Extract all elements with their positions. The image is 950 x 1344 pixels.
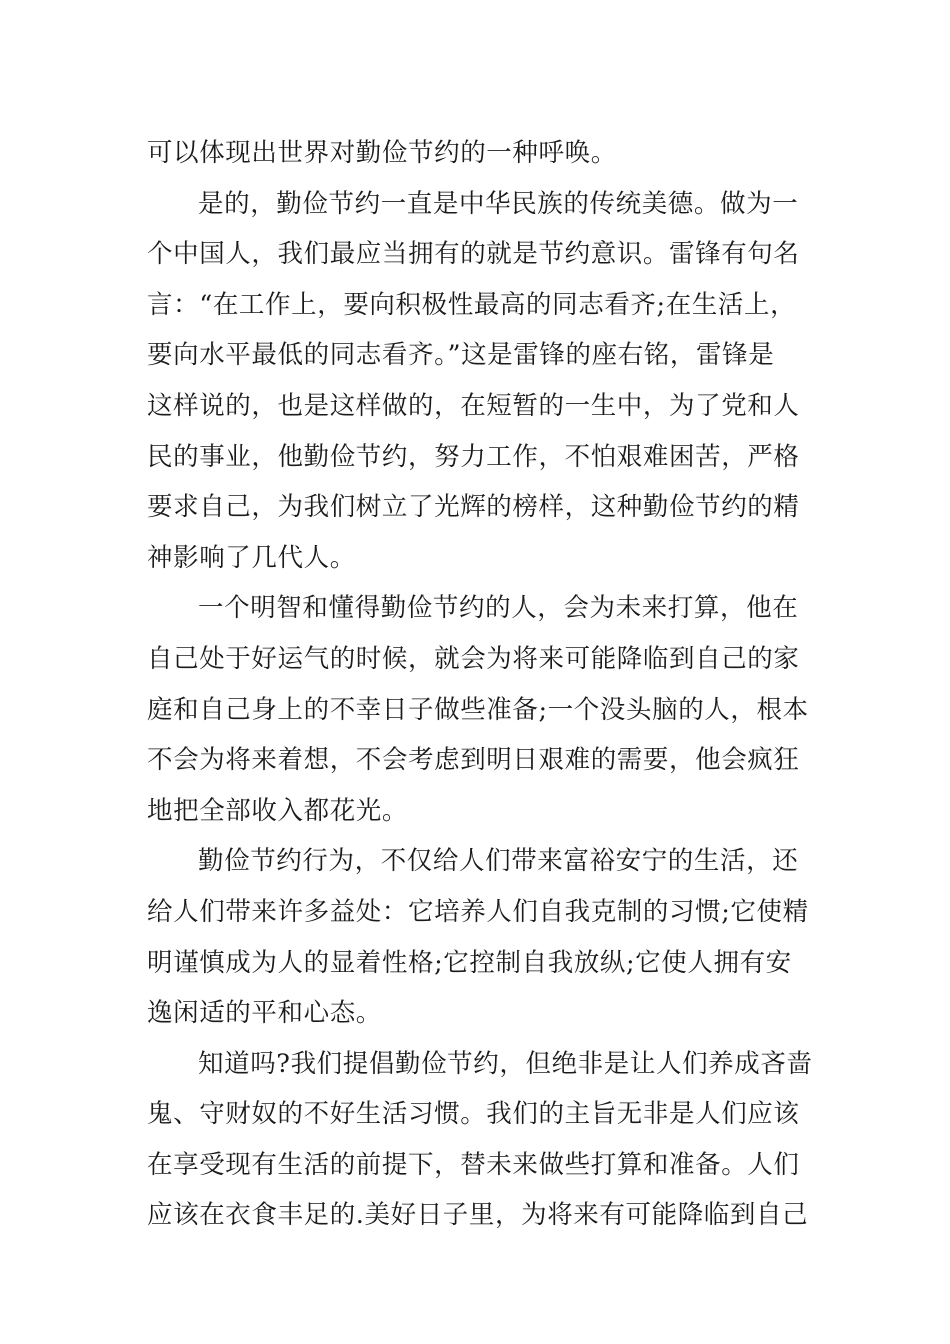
text-line: 给人们带来许多益处：它培养人们自我克制的习惯;它使精	[147, 896, 809, 927]
text-line: 神影响了几代人。	[147, 542, 356, 573]
text-line: 逸闲适的平和心态。	[147, 998, 382, 1029]
text-line: 是的，勤俭节约一直是中华民族的传统美德。做为一	[198, 188, 799, 219]
text-line: 应该在衣食丰足的.美好日子里，为将来有可能降临到自己	[147, 1200, 809, 1231]
text-line: 言：“在工作上，要向积极性最高的同志看齐;在生活上，	[147, 289, 797, 320]
text-line: 要向水平最低的同志看齐。”这是雷锋的座右铭，雷锋是	[147, 340, 775, 371]
text-line: 民的事业，他勤俭节约，努力工作，不怕艰难困苦，严格	[147, 441, 800, 472]
text-line: 可以体现出世界对勤俭节约的一种呼唤。	[147, 138, 617, 168]
text-line: 不会为将来着想，不会考虑到明日艰难的需要，他会疯狂	[147, 745, 800, 776]
document-body-text	[147, 128, 813, 1241]
text-line: 个中国人，我们最应当拥有的就是节约意识。雷锋有句名	[147, 239, 800, 270]
text-line: 勤俭节约行为，不仅给人们带来富裕安宁的生活，还	[198, 846, 799, 877]
text-line: 鬼、守财奴的不好生活习惯。我们的主旨无非是人们应该	[147, 1099, 800, 1130]
text-line: 这样说的，也是这样做的，在短暂的一生中，为了党和人	[147, 390, 800, 421]
text-line: 明谨慎成为人的显着性格;它控制自我放纵;它使人拥有安	[147, 947, 792, 978]
text-line: 地把全部收入都花光。	[147, 795, 409, 826]
text-line: 自己处于好运气的时候，就会为将来可能降临到自己的家	[147, 643, 800, 674]
text-line: 一个明智和懂得勤俭节约的人，会为未来打算，他在	[198, 593, 799, 624]
text-line: 在享受现有生活的前提下，替未来做些打算和准备。人们	[147, 1149, 800, 1180]
text-line: 要求自己，为我们树立了光辉的榜样，这种勤俭节约的精	[147, 492, 800, 523]
text-line: 知道吗?我们提倡勤俭节约，但绝非是让人们养成吝啬	[198, 1048, 813, 1079]
text-line: 庭和自己身上的不幸日子做些准备;一个没头脑的人，根本	[147, 694, 809, 725]
